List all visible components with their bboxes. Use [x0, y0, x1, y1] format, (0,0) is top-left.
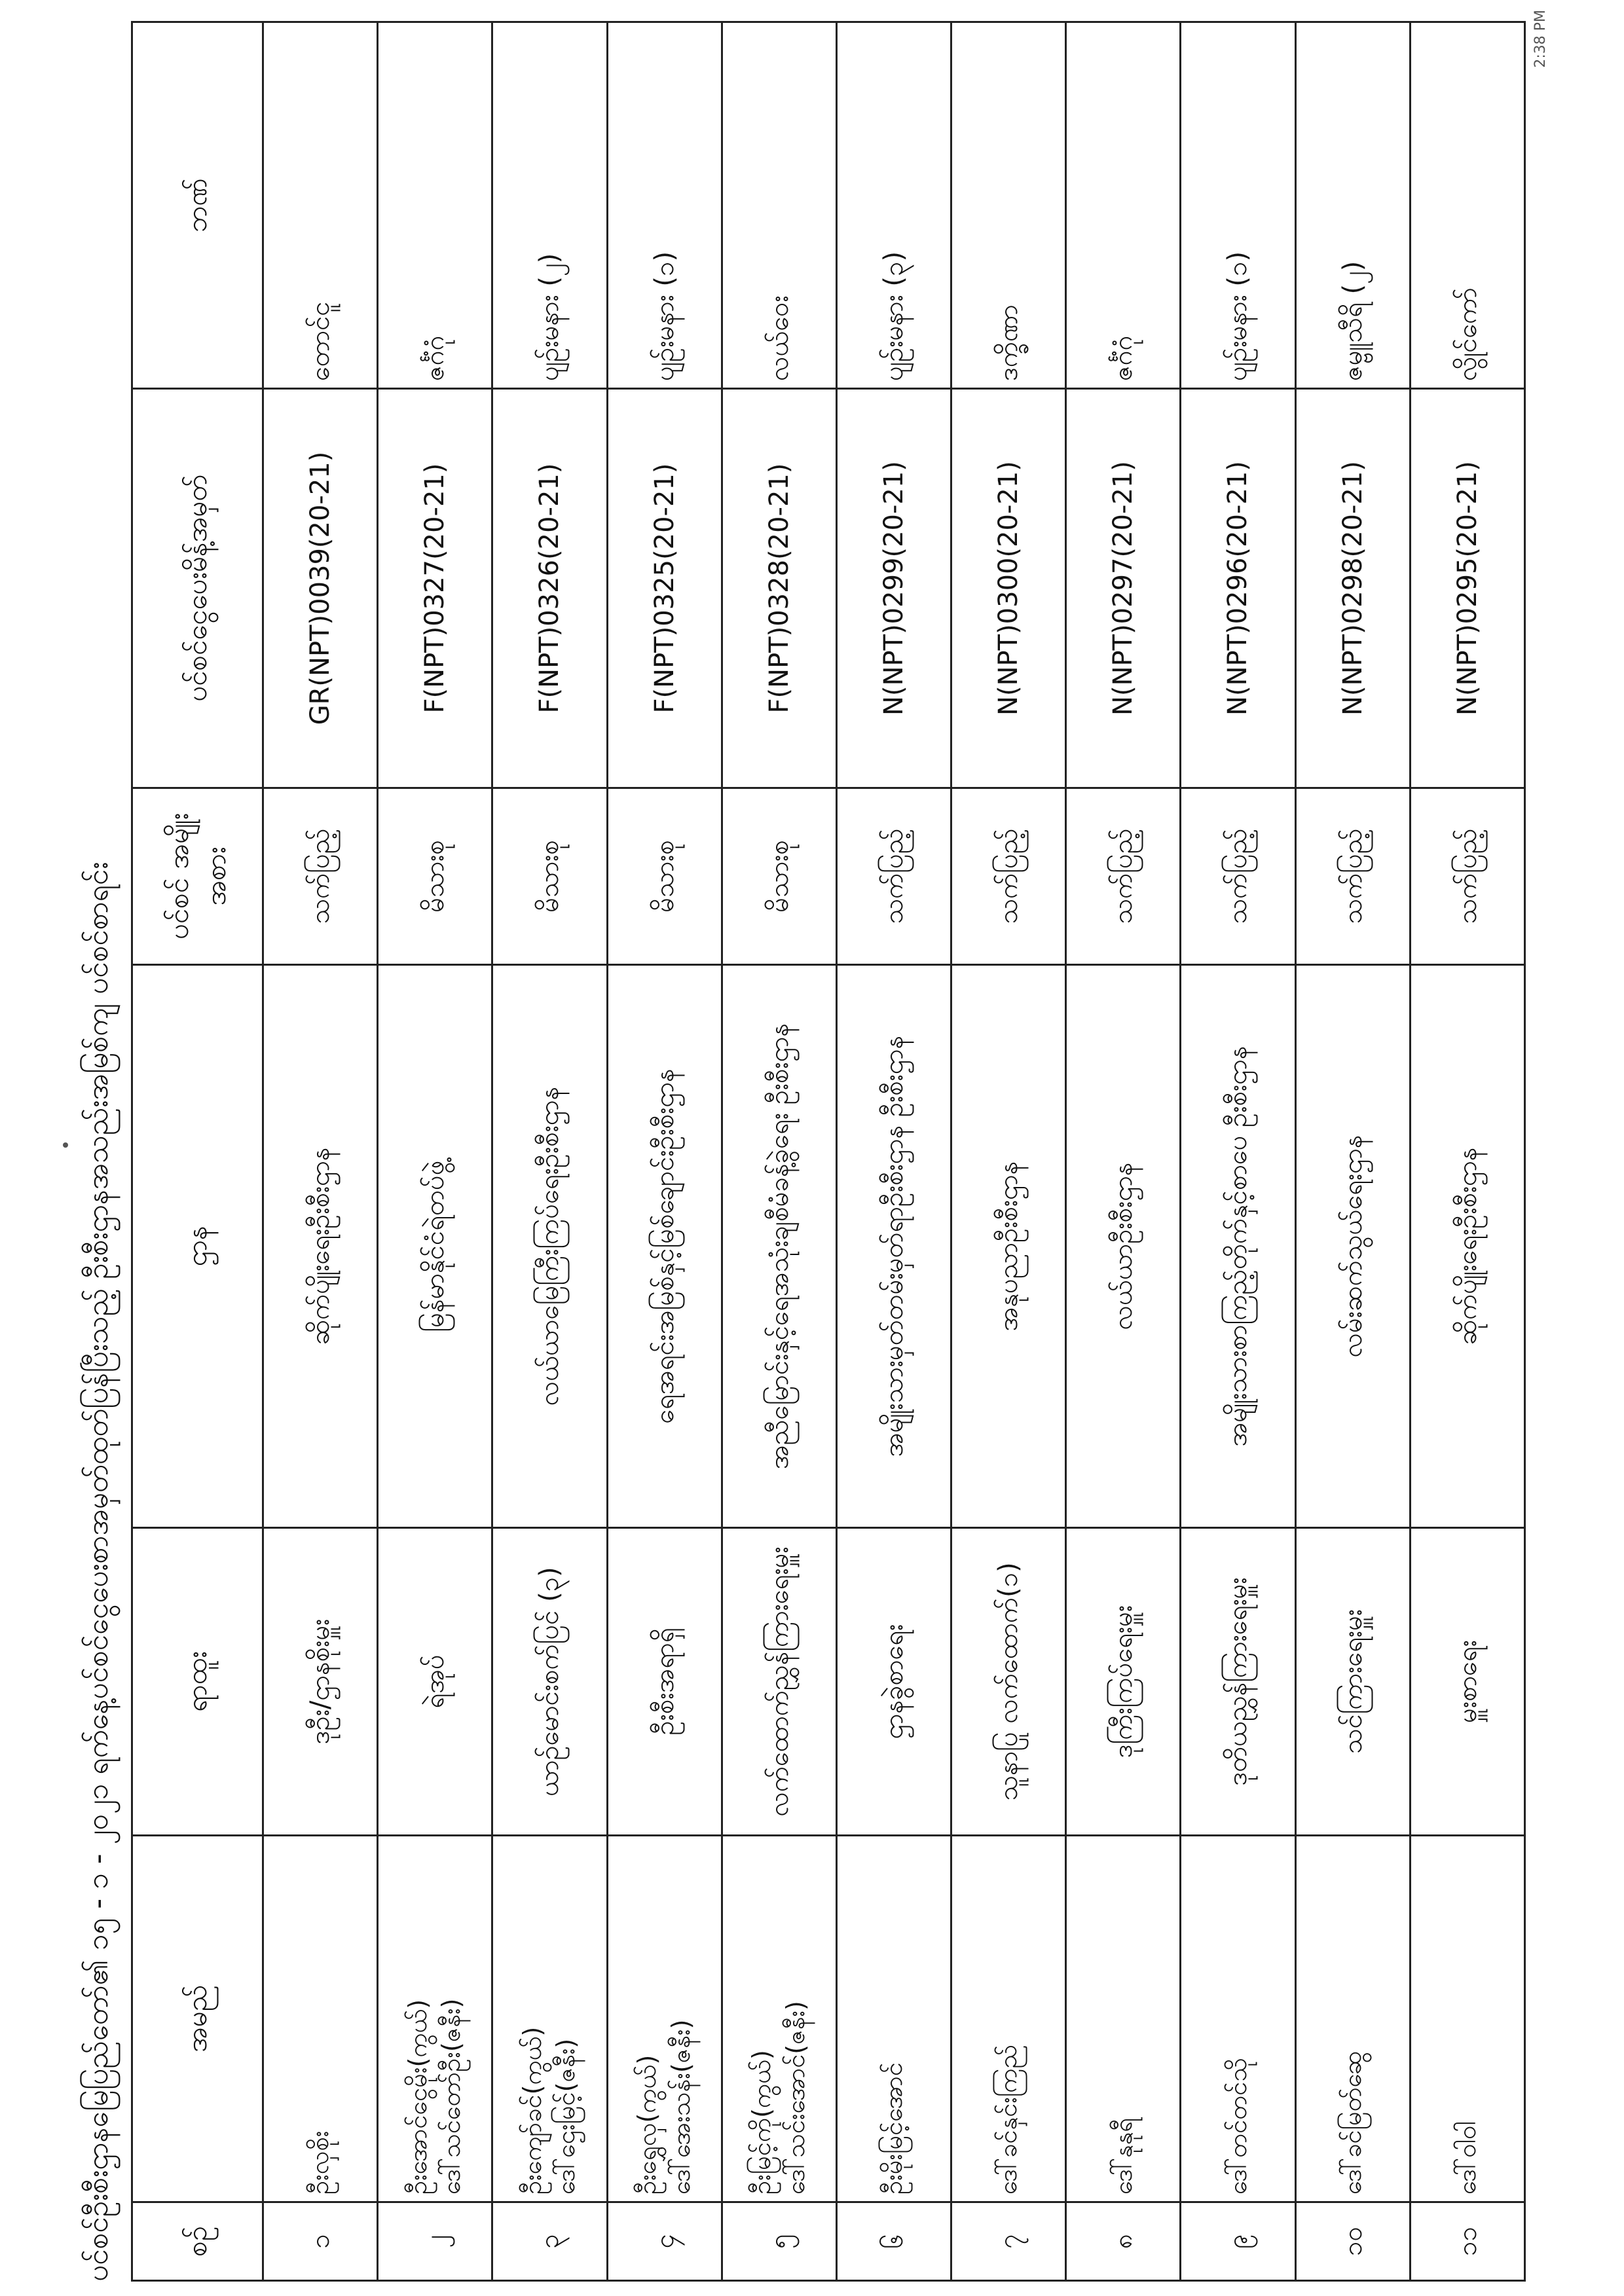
cell-no: ၃ [492, 2202, 607, 2281]
table-body [263, 22, 1525, 2281]
cell-address: လွိုင်ကော် [1410, 22, 1524, 389]
cell-department: ဆိုက်ပျိုးရေးဦးစီးဌာန [263, 965, 378, 1528]
cell-address: ပျဉ်းမနား (၁) [607, 22, 722, 389]
table-row [263, 22, 378, 2281]
header-rank: ရာထူး [132, 1528, 263, 1836]
table-row [722, 22, 836, 2281]
name-line: ဒေါ်ဝါဝါ [1452, 2121, 1482, 2195]
cell-name [263, 1836, 378, 2202]
cell-rank: ယာဉ်မောင်းစက်ပြင် (၃) [492, 1528, 607, 1836]
name-line: ဦးအောင်ငွေမိုး(ကွယ်) [403, 1999, 432, 2195]
name-line: ဒေါ်တင်တင်သို [1223, 2058, 1252, 2195]
cell-no: ၁၁ [1410, 2202, 1524, 2281]
cell-no: ၆ [836, 2202, 951, 2281]
cell-rank: လက်ထောက်ညွှန်ကြားရေးမှူး [722, 1528, 836, 1836]
cell-rank: ဒုကြီးကြပ်ရေးမှူး [1066, 1528, 1181, 1836]
cell-no: ၁ [263, 2202, 378, 2281]
cell-address: ပျဉ်းမနား (၃) [836, 22, 951, 389]
cell-no: ၅ [722, 2202, 836, 2281]
cell-pension-type: သက်ပြည့် [836, 788, 951, 965]
cell-pension-type: သက်ပြည့် [1066, 788, 1181, 965]
table-row [1410, 22, 1524, 2281]
cell-no: ၁၀ [1295, 2202, 1410, 2281]
table-row [492, 22, 607, 2281]
cell-pension-id: F(NPT)0328(20-21) [722, 389, 836, 788]
cell-name [836, 1836, 951, 2202]
table-row [378, 22, 492, 2281]
name-line: ဒေါ်ခင်နှင်းကြည် [993, 2044, 1023, 2195]
cell-department: လယ်ယာဦးစီးဌာန [1066, 965, 1181, 1528]
cell-address: ပျဉ်းမနား (၁) [1181, 22, 1295, 389]
table-row [607, 22, 722, 2281]
cell-name [1066, 1836, 1181, 2202]
cell-pension-id: N(NPT)0298(20-21) [1295, 389, 1410, 788]
name-line: ဦးရွှေလှ(ကွယ်) [633, 2054, 662, 2195]
header-pension-type: ပင်စင် အမျိုးအစား [132, 788, 263, 965]
table-header-row [132, 22, 263, 2281]
cell-pension-id: N(NPT)0297(20-21) [1066, 389, 1181, 788]
cell-rank: ဒုတိယညွှန်ကြားရေးမှူး [1181, 1528, 1295, 1836]
cell-no: ၇ [951, 2202, 1066, 2281]
cell-pension-id: N(NPT)0296(20-21) [1181, 389, 1295, 788]
cell-department: မြန်မာနိုင်ငံရဲတပ်ဖွဲ့ [378, 965, 492, 1528]
table-row [836, 22, 951, 2281]
name-line: ဒေါ်သင်တော်ဦး(ဇနီး) [437, 1998, 466, 2195]
header-address: ဘဏ် [132, 22, 263, 389]
header-department: ဌာန [132, 965, 263, 1528]
name-line: ဒေါ်အေးသန်း(ဇနီး) [666, 2019, 695, 2195]
cell-department: အညီမြောင်းနှင့်ရေအသုံးချစီမံခန့်ခွဲရေး ဦးစီးဌာန [722, 965, 836, 1528]
cell-pension-type: သက်ပြည့် [951, 788, 1066, 965]
cell-pension-type: သက်ပြည့် [1295, 788, 1410, 965]
cell-department: အနုပညာဦးစီးဌာန [951, 965, 1066, 1528]
table-row [1181, 22, 1295, 2281]
cell-name [1181, 1836, 1295, 2202]
cell-pension-id: F(NPT)0327(20-21) [378, 389, 492, 788]
name-line: ဦးကျော်ခင်(ကွယ်) [518, 2026, 547, 2195]
cell-pension-id: F(NPT)0326(20-21) [492, 389, 607, 788]
cell-pension-type: သက်ပြည့် [1181, 788, 1295, 965]
cell-pension-type: သက်ပြည့် [263, 788, 378, 965]
cell-rank: သူနာပြု လက်ထောက်(၁) [951, 1528, 1066, 1836]
punch-mark [63, 1142, 68, 1148]
cell-name [378, 1836, 492, 2202]
table-row [951, 22, 1066, 2281]
cell-address: ဇမ္ဗူသီရိ (၂) [1295, 22, 1410, 389]
name-line: ဦးမြင့်ကို(ကွယ်) [747, 2050, 777, 2195]
cell-address: ပျဉ်းမနား (၂) [492, 22, 607, 389]
cell-no: ၉ [1181, 2202, 1295, 2281]
cell-name [722, 1836, 836, 2202]
name-line: ဦးလှစိုး [305, 2130, 335, 2195]
cell-rank: မှူးစာရေး [1410, 1528, 1524, 1836]
name-line: ဒေါ်ခင်မြတ်ဆွေ [1337, 2050, 1367, 2195]
name-line: ဦးမိုးမြင့်အောင် [879, 2062, 908, 2195]
header-name: အမည် [132, 1836, 263, 2202]
cell-pension-type: သက်ပြည့် [1410, 788, 1524, 965]
cell-name [492, 1836, 607, 2202]
cell-pension-type: မိသားစု [607, 788, 722, 965]
cell-no: ၈ [1066, 2202, 1181, 2281]
cell-address: တောင်ငူ [263, 22, 378, 389]
cell-name [1410, 1836, 1524, 2202]
cell-address: ဇင်္ဂံဂုံ [1066, 22, 1181, 389]
cell-pension-id: N(NPT)0299(20-21) [836, 389, 951, 788]
cell-rank: သင်ကြားရေးမှူး [1295, 1528, 1410, 1836]
pension-table [131, 21, 1526, 2282]
cell-rank: ဦးစီးအရာရှိ [607, 1528, 722, 1836]
cell-no: ၄ [607, 2202, 722, 2281]
cell-rank: ဌာနခွဲစာရေး [836, 1528, 951, 1836]
cell-department: လယ်ယာမြေကြီးကြပ်ရေးဦးစီးဌာန [492, 965, 607, 1528]
header-no: စဉ် [132, 2202, 263, 2281]
cell-department: အမျိုးသားစာကြည့်တိုက်နှင့်စာပေ ဦးစီးဌာန [1181, 965, 1295, 1528]
name-line: ဒေါ်နုနုရီ [1108, 2117, 1137, 2195]
cell-name [951, 1836, 1066, 2202]
cell-address: ဇင်္ဂံဂုံ [378, 22, 492, 389]
cell-name [1295, 1836, 1410, 2202]
print-timestamp: 2:38 PM [1532, 10, 1549, 68]
cell-rank: ရဲအုပ် [378, 1528, 492, 1836]
cell-no: ၂ [378, 2202, 492, 2281]
name-line: ဒေါ်သင်းအောင်(ဇနီး) [781, 2001, 810, 2195]
name-line: ဒေါ်ဌေးမြင့်(ဇနီး) [551, 2038, 581, 2195]
header-pension-id: ပင်စင်ငွေပေးမိန့်အမှတ် [132, 389, 263, 788]
rotated-sheet [72, 10, 1565, 2282]
cell-pension-type: မိသားစု [722, 788, 836, 965]
cell-address: လယ်ဝေး [722, 22, 836, 389]
cell-pension-type: မိသားစု [492, 788, 607, 965]
cell-address: ဒက္ခိဏာ [951, 22, 1066, 389]
cell-pension-id: N(NPT)0300(20-21) [951, 389, 1066, 788]
cell-pension-type: မိသားစု [378, 788, 492, 965]
table-row [1295, 22, 1410, 2281]
cell-department: လမ်းဆက်သွယ်ရေးဌာန [1295, 965, 1410, 1528]
cell-department: ရေအရင်းအမြစ်နှင့်မြစ်ချောင်းဦးစီးဌာန [607, 965, 722, 1528]
document-title: ပင်စင်ဦးစီးဌာနမြေပြည်တော်၏ ၁၅ - ၁ - ၂၀၂၁ ရက်နေ့ပင်စင်ငွေပေးစာအမှတ်ထုတ်ပြန်ပြီးသည့် ဦးစီးဌာနအသည်းအမြစ်ကျ ပင်စင်စာရင်း [81, 862, 115, 2282]
cell-name [607, 1836, 722, 2202]
cell-department: အမျိုးသားမှတ်တမ်းမှတ်ရာဦးစီးဌာန ဦးစီးဌာန [836, 965, 951, 1528]
cell-pension-id: N(NPT)0295(20-21) [1410, 389, 1524, 788]
table-row [1066, 22, 1181, 2281]
cell-department: ဆိုက်ပျိုးရေးဦးစီးဌာန [1410, 965, 1524, 1528]
cell-pension-id: F(NPT)0325(20-21) [607, 389, 722, 788]
cell-rank: ဒုဦး/ဌာနစိုးမှူး [263, 1528, 378, 1836]
cell-pension-id: GR(NPT)0039(20-21) [263, 389, 378, 788]
